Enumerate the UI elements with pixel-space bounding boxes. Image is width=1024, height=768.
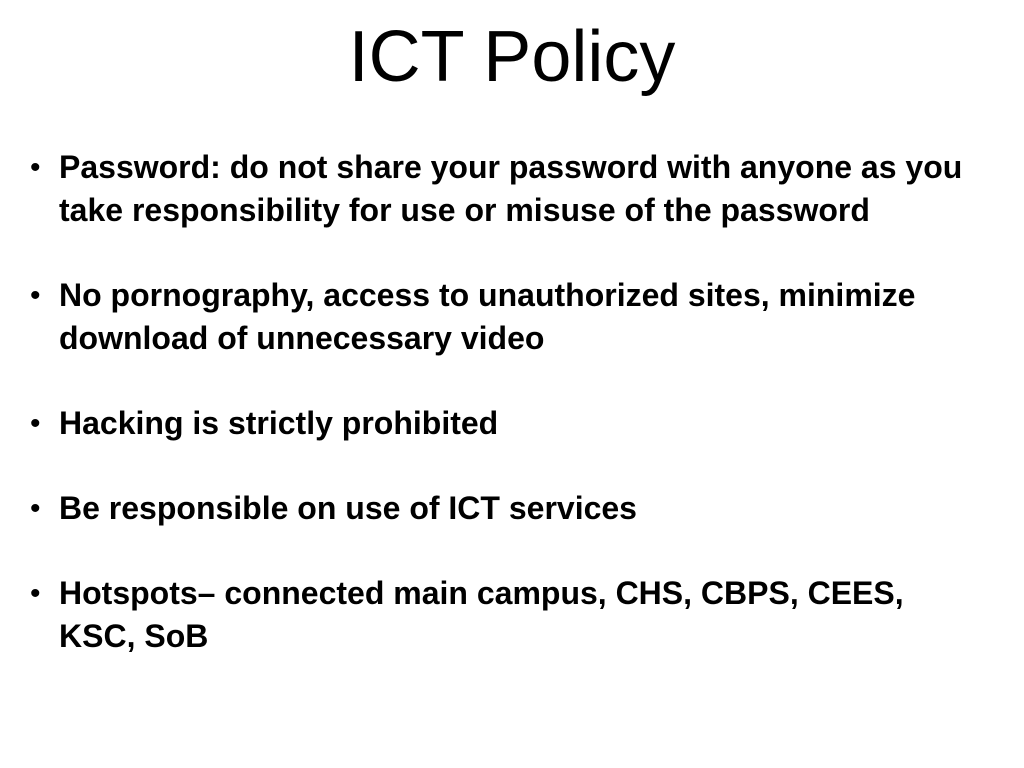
bullet-text: Hacking is strictly prohibited xyxy=(59,405,499,441)
bullet-item-password xyxy=(30,146,980,232)
bullet-text: Hotspots– connected main campus, CHS, CBPS, CEES, KSC, SoB xyxy=(59,575,904,654)
bullet-icon: • xyxy=(30,151,41,184)
bullet-text: Password: do not share your password with anyone as you take responsibility for use or misuse of the password xyxy=(59,149,963,228)
bullet-text: No pornography, access to unauthorized sites, minimize download of unnecessary video xyxy=(59,277,916,356)
bullet-item-content-restrictions xyxy=(30,274,980,360)
bullet-list xyxy=(30,146,980,700)
slide-title: ICT Policy xyxy=(348,17,676,97)
bullet-icon: • xyxy=(30,407,41,440)
bullet-text: Be responsible on use of ICT services xyxy=(59,490,637,526)
bullet-item-responsibility xyxy=(30,487,980,530)
bullet-item-hacking xyxy=(30,402,980,445)
bullet-item-hotspots xyxy=(30,572,980,658)
bullet-icon: • xyxy=(30,577,41,610)
bullet-icon: • xyxy=(30,279,41,312)
bullet-icon: • xyxy=(30,492,41,525)
